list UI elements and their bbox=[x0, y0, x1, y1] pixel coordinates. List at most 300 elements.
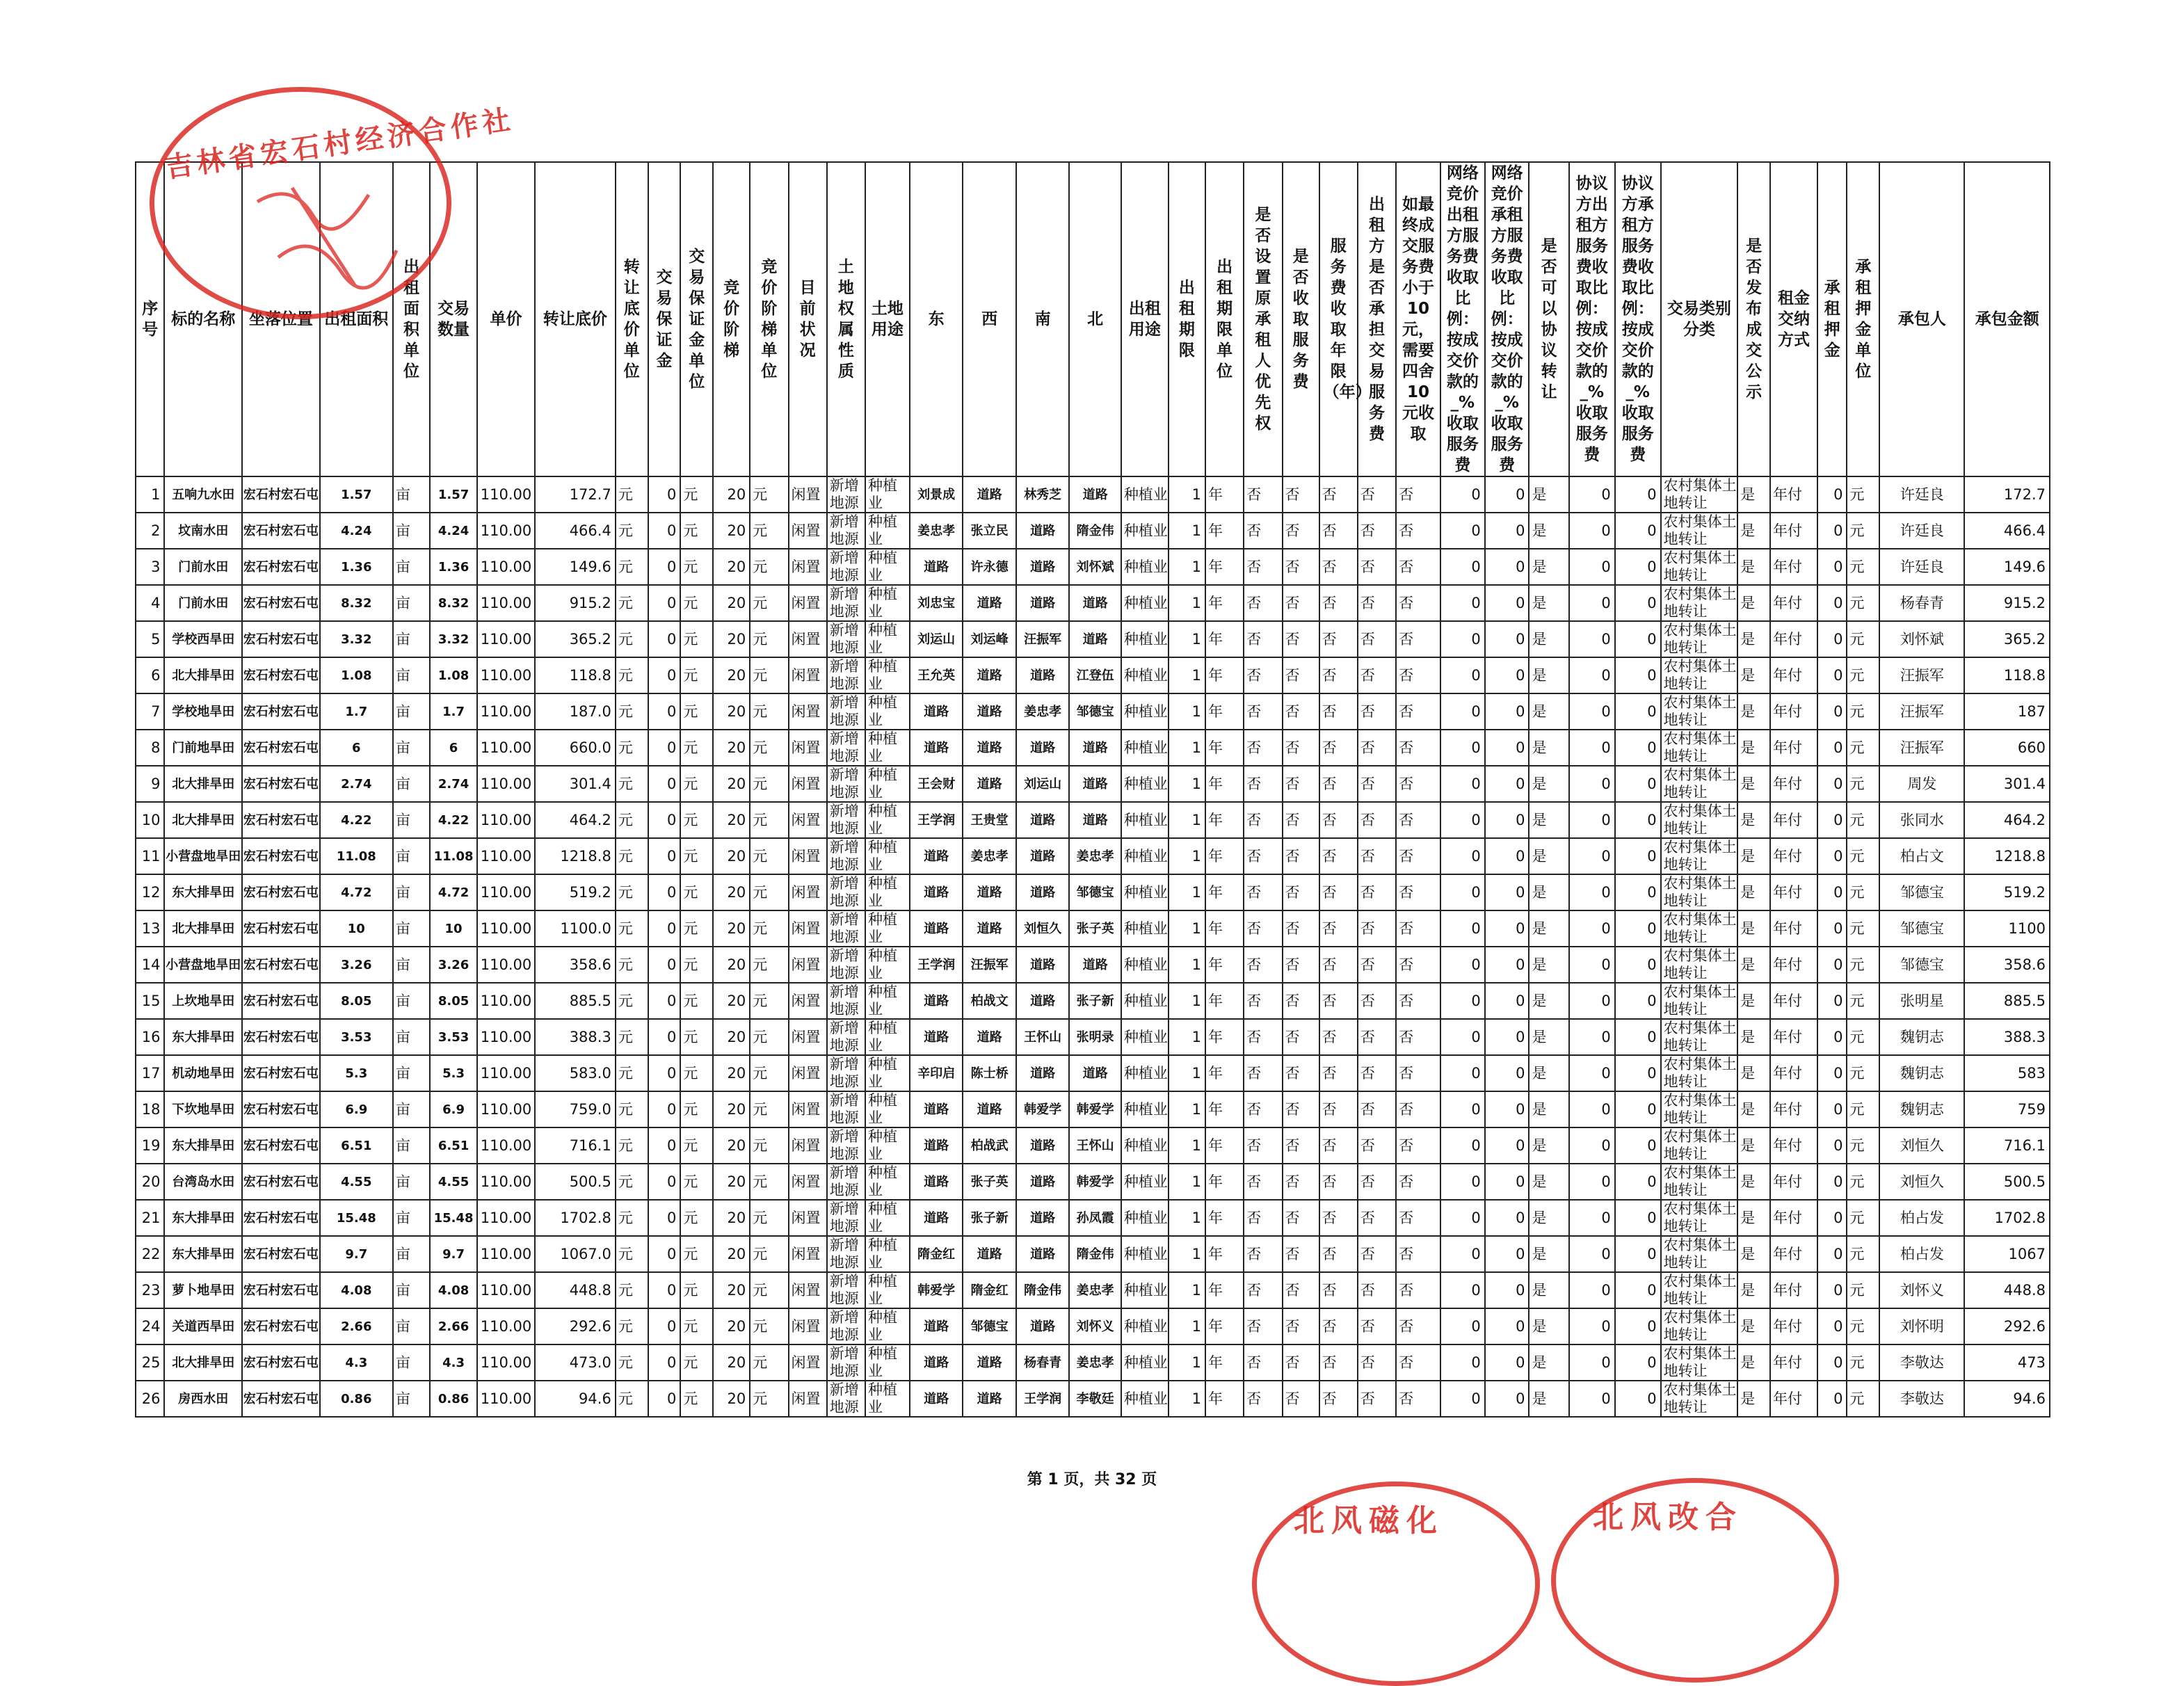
cell-north: 道路 bbox=[1069, 1055, 1121, 1091]
cell-east: 道路 bbox=[910, 1019, 963, 1055]
cell-net-lessor-rate: 0 bbox=[1440, 947, 1485, 983]
cell-location: 宏石村宏石屯 bbox=[242, 838, 320, 874]
cell-rent-term-unit: 年 bbox=[1205, 874, 1244, 910]
table-row bbox=[136, 585, 2050, 621]
cell-amount: 1067 bbox=[1964, 1236, 2050, 1272]
cell-base-price: 172.7 bbox=[535, 476, 616, 513]
cell-charge-fee: 否 bbox=[1283, 730, 1319, 766]
cell-bid-step-unit: 元 bbox=[750, 766, 788, 802]
cell-bid-step-unit: 元 bbox=[750, 513, 788, 549]
table-body bbox=[136, 476, 2050, 1417]
cell-base-price-unit: 元 bbox=[616, 549, 648, 585]
cell-min-fee: 否 bbox=[1396, 1055, 1440, 1091]
cell-west: 许永德 bbox=[963, 549, 1016, 585]
cell-contractor: 柏占文 bbox=[1879, 838, 1964, 874]
cell-pledge: 0 bbox=[1817, 802, 1847, 838]
cell-fee-years: 否 bbox=[1319, 983, 1358, 1019]
cell-contractor: 许廷良 bbox=[1879, 476, 1964, 513]
cell-agreement: 是 bbox=[1529, 549, 1568, 585]
cell-land-nature: 新增地源 bbox=[827, 983, 865, 1019]
cell-publish: 是 bbox=[1737, 621, 1770, 657]
cell-deposit-unit: 元 bbox=[680, 693, 713, 730]
cell-location: 宏石村宏石屯 bbox=[242, 1164, 320, 1200]
cell-priority-right: 否 bbox=[1244, 1127, 1282, 1164]
cell-unit-price: 110.00 bbox=[477, 802, 535, 838]
cell-pay-mode: 年付 bbox=[1770, 910, 1817, 947]
cell-land-nature: 新增地源 bbox=[827, 1019, 865, 1055]
cell-unit-price: 110.00 bbox=[477, 947, 535, 983]
cell-bid-step-unit: 元 bbox=[750, 585, 788, 621]
cell-quantity: 4.3 bbox=[430, 1344, 477, 1381]
cell-category: 农村集体土地转让 bbox=[1661, 1381, 1738, 1417]
cell-fee-years: 否 bbox=[1319, 476, 1358, 513]
cell-rent-term-unit: 年 bbox=[1205, 1308, 1244, 1344]
cell-amount: 1100 bbox=[1964, 910, 2050, 947]
cell-bid-step: 20 bbox=[713, 1019, 750, 1055]
cell-fee-years: 否 bbox=[1319, 1019, 1358, 1055]
cell-name: 门前水田 bbox=[164, 549, 242, 585]
cell-east: 道路 bbox=[910, 1127, 963, 1164]
cell-agr-lessee-rate: 0 bbox=[1615, 910, 1661, 947]
cell-deposit-unit: 元 bbox=[680, 1344, 713, 1381]
cell-bid-step-unit: 元 bbox=[750, 1200, 788, 1236]
cell-bid-step: 20 bbox=[713, 1236, 750, 1272]
cell-category: 农村集体土地转让 bbox=[1661, 657, 1738, 693]
cell-net-lessor-rate: 0 bbox=[1440, 585, 1485, 621]
cell-publish: 是 bbox=[1737, 1236, 1770, 1272]
cell-south: 道路 bbox=[1016, 1308, 1070, 1344]
cell-north: 江登伍 bbox=[1069, 657, 1121, 693]
cell-contractor: 李敬达 bbox=[1879, 1344, 1964, 1381]
cell-quantity: 1.7 bbox=[430, 693, 477, 730]
cell-rent-term-unit: 年 bbox=[1205, 1200, 1244, 1236]
cell-bid-step: 20 bbox=[713, 1344, 750, 1381]
cell-area-unit: 亩 bbox=[393, 1308, 430, 1344]
cell-min-fee: 否 bbox=[1396, 766, 1440, 802]
cell-publish: 是 bbox=[1737, 1308, 1770, 1344]
cell-pay-mode: 年付 bbox=[1770, 766, 1817, 802]
cell-charge-fee: 否 bbox=[1283, 1344, 1319, 1381]
cell-agr-lessor-rate: 0 bbox=[1569, 1272, 1615, 1308]
cell-min-fee: 否 bbox=[1396, 1308, 1440, 1344]
cell-pay-mode: 年付 bbox=[1770, 838, 1817, 874]
cell-name: 北大排旱田 bbox=[164, 802, 242, 838]
cell-deposit-unit: 元 bbox=[680, 476, 713, 513]
cell-pay-mode: 年付 bbox=[1770, 1236, 1817, 1272]
cell-area: 3.53 bbox=[320, 1019, 393, 1055]
cell-rent-use: 种植业 bbox=[1121, 1381, 1169, 1417]
cell-west: 柏战武 bbox=[963, 1127, 1016, 1164]
cell-agr-lessee-rate: 0 bbox=[1615, 476, 1661, 513]
cell-base-price: 94.6 bbox=[535, 1381, 616, 1417]
cell-priority-right: 否 bbox=[1244, 1200, 1282, 1236]
cell-pledge-unit: 元 bbox=[1847, 1127, 1879, 1164]
cell-agreement: 是 bbox=[1529, 1019, 1568, 1055]
header-south: 南 bbox=[1016, 162, 1070, 476]
cell-status: 闲置 bbox=[789, 621, 827, 657]
cell-pay-mode: 年付 bbox=[1770, 513, 1817, 549]
table-row bbox=[136, 1344, 2050, 1381]
cell-amount: 149.6 bbox=[1964, 549, 2050, 585]
cell-rent-term-unit: 年 bbox=[1205, 1091, 1244, 1127]
cell-net-lessor-rate: 0 bbox=[1440, 1019, 1485, 1055]
cell-quantity: 2.74 bbox=[430, 766, 477, 802]
cell-location: 宏石村宏石屯 bbox=[242, 1055, 320, 1091]
cell-area: 3.26 bbox=[320, 947, 393, 983]
cell-min-fee: 否 bbox=[1396, 1127, 1440, 1164]
cell-rent-term-unit: 年 bbox=[1205, 1019, 1244, 1055]
cell-pay-mode: 年付 bbox=[1770, 476, 1817, 513]
cell-location: 宏石村宏石屯 bbox=[242, 1272, 320, 1308]
cell-amount: 583 bbox=[1964, 1055, 2050, 1091]
cell-north: 道路 bbox=[1069, 621, 1121, 657]
cell-net-lessee-rate: 0 bbox=[1485, 657, 1529, 693]
cell-net-lessor-rate: 0 bbox=[1440, 621, 1485, 657]
cell-seq: 18 bbox=[136, 1091, 164, 1127]
cell-agreement: 是 bbox=[1529, 1091, 1568, 1127]
cell-land-use: 种植业 bbox=[865, 1127, 910, 1164]
table-row bbox=[136, 983, 2050, 1019]
header-base-price: 转让底价 bbox=[535, 162, 616, 476]
cell-fee-years: 否 bbox=[1319, 1308, 1358, 1344]
cell-west: 道路 bbox=[963, 874, 1016, 910]
cell-location: 宏石村宏石屯 bbox=[242, 585, 320, 621]
header-net-lessor-rate: 网络竞价出租方服务费收取比例：按成交价款的_%收取服务费 bbox=[1440, 162, 1485, 476]
cell-area: 4.72 bbox=[320, 874, 393, 910]
cell-base-price: 759.0 bbox=[535, 1091, 616, 1127]
cell-deposit-unit: 元 bbox=[680, 585, 713, 621]
cell-seq: 19 bbox=[136, 1127, 164, 1164]
cell-pay-mode: 年付 bbox=[1770, 657, 1817, 693]
top-left-seal-text: 吉林省宏石村经济合作社 bbox=[163, 103, 517, 184]
cell-rent-term: 1 bbox=[1169, 730, 1205, 766]
cell-category: 农村集体土地转让 bbox=[1661, 476, 1738, 513]
cell-pledge: 0 bbox=[1817, 585, 1847, 621]
cell-land-nature: 新增地源 bbox=[827, 657, 865, 693]
cell-agreement: 是 bbox=[1529, 983, 1568, 1019]
cell-agreement: 是 bbox=[1529, 1272, 1568, 1308]
cell-quantity: 5.3 bbox=[430, 1055, 477, 1091]
cell-charge-fee: 否 bbox=[1283, 874, 1319, 910]
cell-net-lessee-rate: 0 bbox=[1485, 1272, 1529, 1308]
cell-agreement: 是 bbox=[1529, 910, 1568, 947]
cell-base-price-unit: 元 bbox=[616, 766, 648, 802]
table-row bbox=[136, 766, 2050, 802]
cell-bid-step-unit: 元 bbox=[750, 1019, 788, 1055]
cell-agr-lessor-rate: 0 bbox=[1569, 476, 1615, 513]
cell-agreement: 是 bbox=[1529, 802, 1568, 838]
cell-status: 闲置 bbox=[789, 1091, 827, 1127]
cell-bid-step: 20 bbox=[713, 730, 750, 766]
cell-publish: 是 bbox=[1737, 476, 1770, 513]
cell-west: 刘运峰 bbox=[963, 621, 1016, 657]
cell-net-lessor-rate: 0 bbox=[1440, 766, 1485, 802]
cell-north: 隋金伟 bbox=[1069, 1236, 1121, 1272]
table-row bbox=[136, 513, 2050, 549]
cell-agr-lessee-rate: 0 bbox=[1615, 730, 1661, 766]
cell-bid-step: 20 bbox=[713, 476, 750, 513]
cell-west: 道路 bbox=[963, 1091, 1016, 1127]
cell-rent-term-unit: 年 bbox=[1205, 1055, 1244, 1091]
cell-area-unit: 亩 bbox=[393, 476, 430, 513]
cell-lessor-fee: 否 bbox=[1358, 621, 1396, 657]
cell-publish: 是 bbox=[1737, 874, 1770, 910]
cell-quantity: 6.51 bbox=[430, 1127, 477, 1164]
header-agreement: 是否可以协议转让 bbox=[1529, 162, 1568, 476]
cell-category: 农村集体土地转让 bbox=[1661, 1272, 1738, 1308]
cell-north: 张明录 bbox=[1069, 1019, 1121, 1055]
cell-publish: 是 bbox=[1737, 1200, 1770, 1236]
cell-west: 陈士桥 bbox=[963, 1055, 1016, 1091]
cell-area: 5.3 bbox=[320, 1055, 393, 1091]
cell-seq: 10 bbox=[136, 802, 164, 838]
cell-land-nature: 新增地源 bbox=[827, 1164, 865, 1200]
cell-agr-lessee-rate: 0 bbox=[1615, 549, 1661, 585]
cell-unit-price: 110.00 bbox=[477, 693, 535, 730]
cell-min-fee: 否 bbox=[1396, 1272, 1440, 1308]
cell-location: 宏石村宏石屯 bbox=[242, 1091, 320, 1127]
cell-area-unit: 亩 bbox=[393, 1200, 430, 1236]
cell-net-lessee-rate: 0 bbox=[1485, 1055, 1529, 1091]
header-status: 目前状况 bbox=[789, 162, 827, 476]
cell-priority-right: 否 bbox=[1244, 621, 1282, 657]
cell-agreement: 是 bbox=[1529, 513, 1568, 549]
cell-amount: 292.6 bbox=[1964, 1308, 2050, 1344]
cell-land-nature: 新增地源 bbox=[827, 1381, 865, 1417]
cell-rent-term: 1 bbox=[1169, 1308, 1205, 1344]
cell-deposit-unit: 元 bbox=[680, 1091, 713, 1127]
cell-min-fee: 否 bbox=[1396, 983, 1440, 1019]
cell-contractor: 汪振军 bbox=[1879, 657, 1964, 693]
cell-pledge-unit: 元 bbox=[1847, 585, 1879, 621]
cell-land-nature: 新增地源 bbox=[827, 1091, 865, 1127]
cell-east: 辛印启 bbox=[910, 1055, 963, 1091]
cell-deposit: 0 bbox=[648, 1055, 681, 1091]
cell-rent-term: 1 bbox=[1169, 1236, 1205, 1272]
header-west: 西 bbox=[963, 162, 1016, 476]
cell-deposit-unit: 元 bbox=[680, 802, 713, 838]
header-category: 交易类别分类 bbox=[1661, 162, 1738, 476]
cell-location: 宏石村宏石屯 bbox=[242, 1127, 320, 1164]
cell-deposit-unit: 元 bbox=[680, 1200, 713, 1236]
cell-bid-step-unit: 元 bbox=[750, 874, 788, 910]
cell-pledge-unit: 元 bbox=[1847, 1055, 1879, 1091]
cell-net-lessor-rate: 0 bbox=[1440, 476, 1485, 513]
cell-fee-years: 否 bbox=[1319, 802, 1358, 838]
cell-area: 4.55 bbox=[320, 1164, 393, 1200]
cell-deposit: 0 bbox=[648, 1127, 681, 1164]
cell-status: 闲置 bbox=[789, 838, 827, 874]
cell-fee-years: 否 bbox=[1319, 1055, 1358, 1091]
cell-bid-step-unit: 元 bbox=[750, 1344, 788, 1381]
cell-bid-step-unit: 元 bbox=[750, 802, 788, 838]
cell-pay-mode: 年付 bbox=[1770, 1164, 1817, 1200]
cell-rent-term: 1 bbox=[1169, 1019, 1205, 1055]
cell-land-use: 种植业 bbox=[865, 874, 910, 910]
cell-area-unit: 亩 bbox=[393, 802, 430, 838]
cell-north: 孙凤霞 bbox=[1069, 1200, 1121, 1236]
cell-agreement: 是 bbox=[1529, 947, 1568, 983]
cell-north: 道路 bbox=[1069, 476, 1121, 513]
cell-agr-lessor-rate: 0 bbox=[1569, 1091, 1615, 1127]
cell-name: 学校地旱田 bbox=[164, 693, 242, 730]
cell-status: 闲置 bbox=[789, 910, 827, 947]
cell-north: 道路 bbox=[1069, 766, 1121, 802]
cell-rent-use: 种植业 bbox=[1121, 802, 1169, 838]
cell-min-fee: 否 bbox=[1396, 513, 1440, 549]
cell-bid-step-unit: 元 bbox=[750, 476, 788, 513]
cell-pledge: 0 bbox=[1817, 874, 1847, 910]
cell-lessor-fee: 否 bbox=[1358, 730, 1396, 766]
cell-pledge: 0 bbox=[1817, 1381, 1847, 1417]
cell-priority-right: 否 bbox=[1244, 874, 1282, 910]
cell-area: 15.48 bbox=[320, 1200, 393, 1236]
cell-charge-fee: 否 bbox=[1283, 1019, 1319, 1055]
cell-name: 上坎地旱田 bbox=[164, 983, 242, 1019]
cell-min-fee: 否 bbox=[1396, 730, 1440, 766]
cell-agr-lessor-rate: 0 bbox=[1569, 1344, 1615, 1381]
cell-east: 韩爱学 bbox=[910, 1272, 963, 1308]
cell-land-nature: 新增地源 bbox=[827, 1308, 865, 1344]
cell-deposit-unit: 元 bbox=[680, 1308, 713, 1344]
cell-agr-lessee-rate: 0 bbox=[1615, 1127, 1661, 1164]
cell-east: 王允英 bbox=[910, 657, 963, 693]
cell-lessor-fee: 否 bbox=[1358, 1308, 1396, 1344]
cell-pledge: 0 bbox=[1817, 1308, 1847, 1344]
cell-fee-years: 否 bbox=[1319, 621, 1358, 657]
header-north: 北 bbox=[1069, 162, 1121, 476]
cell-west: 张子英 bbox=[963, 1164, 1016, 1200]
cell-north: 道路 bbox=[1069, 802, 1121, 838]
cell-agr-lessee-rate: 0 bbox=[1615, 1055, 1661, 1091]
cell-unit-price: 110.00 bbox=[477, 730, 535, 766]
cell-rent-term: 1 bbox=[1169, 802, 1205, 838]
cell-agr-lessor-rate: 0 bbox=[1569, 657, 1615, 693]
cell-name: 学校西旱田 bbox=[164, 621, 242, 657]
cell-rent-term-unit: 年 bbox=[1205, 476, 1244, 513]
cell-agr-lessee-rate: 0 bbox=[1615, 838, 1661, 874]
cell-bid-step-unit: 元 bbox=[750, 730, 788, 766]
cell-seq: 8 bbox=[136, 730, 164, 766]
cell-amount: 94.6 bbox=[1964, 1381, 2050, 1417]
cell-rent-term-unit: 年 bbox=[1205, 585, 1244, 621]
table-row bbox=[136, 1381, 2050, 1417]
cell-agreement: 是 bbox=[1529, 1236, 1568, 1272]
cell-charge-fee: 否 bbox=[1283, 585, 1319, 621]
cell-priority-right: 否 bbox=[1244, 766, 1282, 802]
cell-lessor-fee: 否 bbox=[1358, 1164, 1396, 1200]
cell-net-lessee-rate: 0 bbox=[1485, 802, 1529, 838]
cell-min-fee: 否 bbox=[1396, 476, 1440, 513]
cell-rent-term: 1 bbox=[1169, 1164, 1205, 1200]
cell-pay-mode: 年付 bbox=[1770, 1381, 1817, 1417]
cell-deposit-unit: 元 bbox=[680, 983, 713, 1019]
table-row bbox=[136, 657, 2050, 693]
cell-area: 6.51 bbox=[320, 1127, 393, 1164]
cell-area: 8.05 bbox=[320, 983, 393, 1019]
cell-net-lessor-rate: 0 bbox=[1440, 1091, 1485, 1127]
cell-name: 房西水田 bbox=[164, 1381, 242, 1417]
cell-pledge: 0 bbox=[1817, 1200, 1847, 1236]
cell-base-price-unit: 元 bbox=[616, 730, 648, 766]
cell-seq: 5 bbox=[136, 621, 164, 657]
cell-pledge: 0 bbox=[1817, 621, 1847, 657]
cell-pledge-unit: 元 bbox=[1847, 874, 1879, 910]
cell-agr-lessee-rate: 0 bbox=[1615, 983, 1661, 1019]
cell-lessor-fee: 否 bbox=[1358, 983, 1396, 1019]
cell-agr-lessee-rate: 0 bbox=[1615, 1019, 1661, 1055]
cell-base-price-unit: 元 bbox=[616, 947, 648, 983]
cell-agr-lessee-rate: 0 bbox=[1615, 585, 1661, 621]
cell-pay-mode: 年付 bbox=[1770, 549, 1817, 585]
cell-unit-price: 110.00 bbox=[477, 838, 535, 874]
cell-bid-step-unit: 元 bbox=[750, 1055, 788, 1091]
cell-quantity: 1.57 bbox=[430, 476, 477, 513]
cell-net-lessee-rate: 0 bbox=[1485, 1127, 1529, 1164]
table-row bbox=[136, 838, 2050, 874]
cell-rent-use: 种植业 bbox=[1121, 585, 1169, 621]
cell-north: 隋金伟 bbox=[1069, 513, 1121, 549]
cell-deposit-unit: 元 bbox=[680, 910, 713, 947]
cell-rent-term: 1 bbox=[1169, 1200, 1205, 1236]
cell-name: 门前水田 bbox=[164, 585, 242, 621]
cell-priority-right: 否 bbox=[1244, 513, 1282, 549]
cell-deposit: 0 bbox=[648, 802, 681, 838]
cell-rent-term-unit: 年 bbox=[1205, 621, 1244, 657]
cell-area-unit: 亩 bbox=[393, 1091, 430, 1127]
cell-south: 道路 bbox=[1016, 1236, 1070, 1272]
cell-pledge: 0 bbox=[1817, 1272, 1847, 1308]
cell-agr-lessee-rate: 0 bbox=[1615, 1344, 1661, 1381]
cell-priority-right: 否 bbox=[1244, 838, 1282, 874]
cell-land-nature: 新增地源 bbox=[827, 910, 865, 947]
cell-deposit: 0 bbox=[648, 910, 681, 947]
cell-seq: 25 bbox=[136, 1344, 164, 1381]
cell-agr-lessor-rate: 0 bbox=[1569, 1200, 1615, 1236]
cell-status: 闲置 bbox=[789, 1019, 827, 1055]
header-agr-lessee-rate: 协议方承租方服务费收取比例：按成交价款的_%收取服务费 bbox=[1615, 162, 1661, 476]
cell-land-use: 种植业 bbox=[865, 1055, 910, 1091]
cell-name: 北大排旱田 bbox=[164, 910, 242, 947]
cell-pledge: 0 bbox=[1817, 1127, 1847, 1164]
cell-amount: 519.2 bbox=[1964, 874, 2050, 910]
cell-unit-price: 110.00 bbox=[477, 476, 535, 513]
cell-category: 农村集体土地转让 bbox=[1661, 621, 1738, 657]
cell-pay-mode: 年付 bbox=[1770, 1055, 1817, 1091]
cell-rent-term-unit: 年 bbox=[1205, 693, 1244, 730]
cell-area-unit: 亩 bbox=[393, 657, 430, 693]
cell-unit-price: 110.00 bbox=[477, 1236, 535, 1272]
cell-south: 道路 bbox=[1016, 730, 1070, 766]
cell-south: 隋金伟 bbox=[1016, 1272, 1070, 1308]
cell-publish: 是 bbox=[1737, 838, 1770, 874]
cell-rent-term-unit: 年 bbox=[1205, 657, 1244, 693]
cell-north: 姜忠孝 bbox=[1069, 1272, 1121, 1308]
cell-east: 道路 bbox=[910, 1200, 963, 1236]
bottom-mid-seal-text: 北风磁化 bbox=[1294, 1503, 1444, 1539]
cell-charge-fee: 否 bbox=[1283, 983, 1319, 1019]
cell-rent-term-unit: 年 bbox=[1205, 766, 1244, 802]
cell-base-price: 301.4 bbox=[535, 766, 616, 802]
cell-pledge-unit: 元 bbox=[1847, 1200, 1879, 1236]
cell-lessor-fee: 否 bbox=[1358, 1200, 1396, 1236]
header-agr-lessor-rate: 协议方出租方服务费收取比例：按成交价款的_%收取服务费 bbox=[1569, 162, 1615, 476]
cell-pay-mode: 年付 bbox=[1770, 730, 1817, 766]
cell-pay-mode: 年付 bbox=[1770, 1127, 1817, 1164]
cell-land-use: 种植业 bbox=[865, 1381, 910, 1417]
cell-deposit: 0 bbox=[648, 1308, 681, 1344]
cell-name: 东大排旱田 bbox=[164, 1200, 242, 1236]
